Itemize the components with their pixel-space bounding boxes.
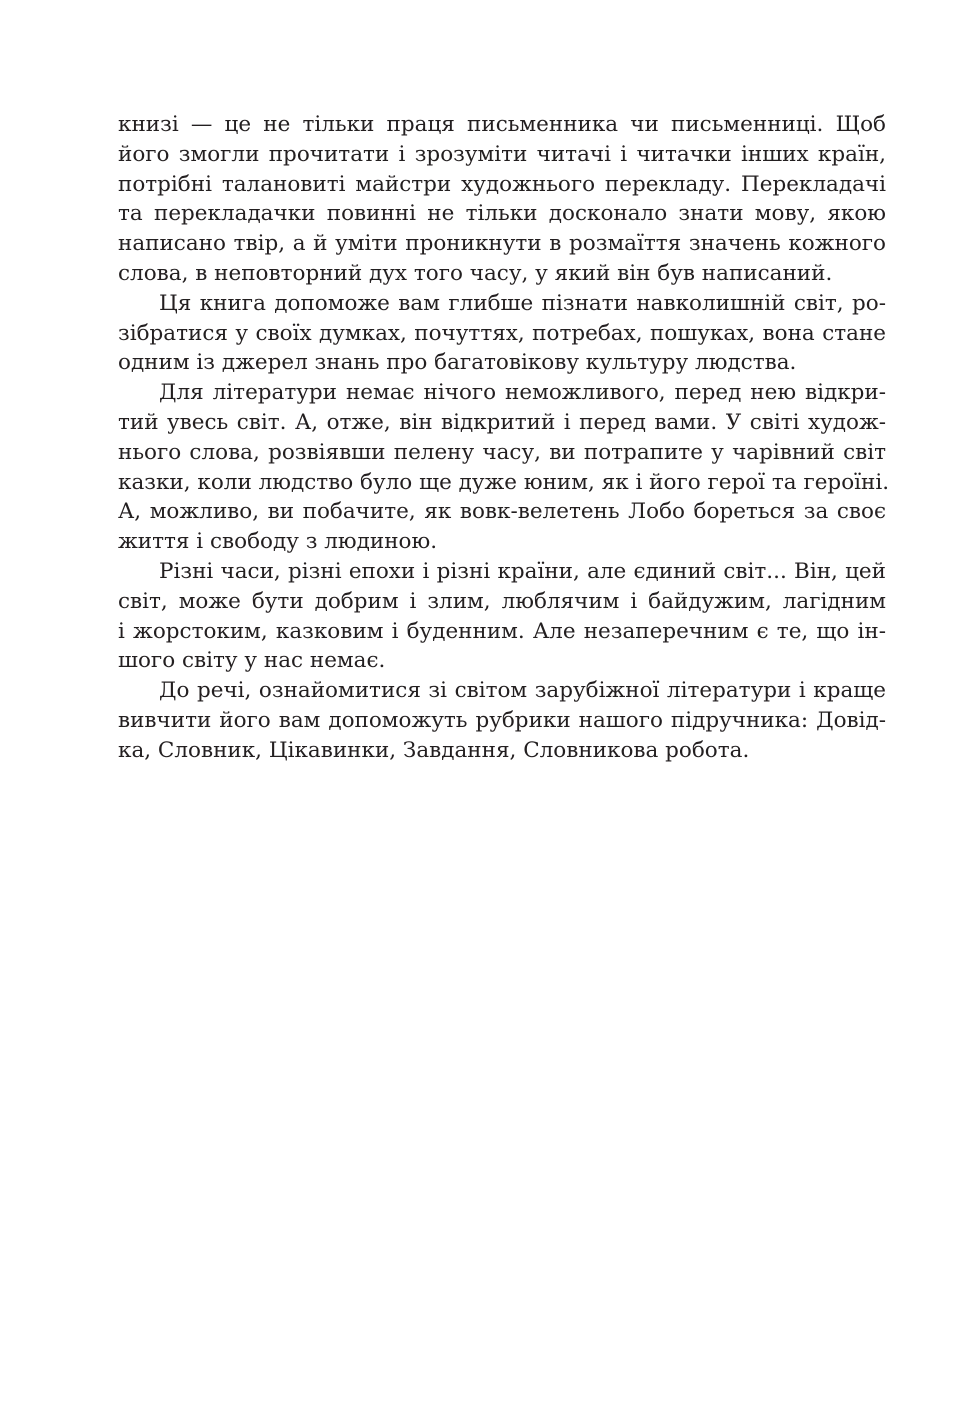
text-line: А, можливо, ви побачите, як вовк-велетень Лобо бореться за своє — [118, 499, 886, 525]
text-line: Ця книга допоможе вам глибше пізнати навколишній світ, ро- — [159, 290, 886, 316]
text-line: написано твір, а й уміти проникнути в розмаїття значень кожного — [118, 231, 886, 257]
text-line: шого світу у нас немає. — [118, 648, 386, 674]
text-line: Різні часи, різні епохи і різні країни, але єдиний світ... Він, цей — [159, 558, 886, 584]
page-body-text — [118, 110, 890, 766]
text-line: одним із джерел знань про багатовікову культуру людства. — [118, 350, 797, 376]
text-line: його змогли прочитати і зрозуміти читачі і читачки інших країн, — [118, 141, 886, 167]
text-line: До речі, ознайомитися зі світом зарубіжної літератури і краще — [159, 678, 886, 704]
text-line: слова, в неповторний дух того часу, у який він був написаний. — [118, 260, 833, 286]
paragraph-4 — [118, 557, 886, 676]
paragraph-5 — [118, 676, 886, 765]
text-line: Для літератури немає нічого неможливого, перед нею відкри- — [159, 380, 886, 406]
text-line: світ, може бути добрим і злим, люблячим і байдужим, лагідним — [118, 588, 886, 614]
text-line: тий увесь світ. А, отже, він відкритий і перед вами. У світі худож- — [118, 409, 886, 435]
text-line: ка, Словник, Цікавинки, Завдання, Словникова робота. — [118, 737, 750, 763]
text-line: та перекладачки повинні не тільки досконало знати мову, якою — [118, 201, 886, 227]
text-line: книзі — це не тільки праця письменника чи письменниці. Щоб — [118, 112, 886, 137]
paragraph-1 — [118, 110, 886, 289]
text-line: зібратися у своїх думках, почуттях, потребах, пошуках, вона стане — [118, 320, 886, 346]
text-line: казки, коли людство було ще дуже юним, як і його герої та героїні. — [118, 469, 890, 495]
paragraph-3 — [118, 378, 890, 557]
text-line: і жорстоким, казковим і буденним. Але незаперечним є те, що ін- — [118, 618, 886, 644]
paragraph-2 — [118, 289, 886, 378]
text-line: потрібні талановиті майстри художнього перекладу. Перекладачі — [118, 171, 886, 197]
text-line: життя і свободу з людиною. — [118, 529, 438, 555]
text-line: вивчити його вам допоможуть рубрики нашого підручника: Довід- — [118, 707, 886, 733]
text-line: нього слова, розвіявши пелену часу, ви потрапите у чарівний світ — [118, 439, 886, 465]
